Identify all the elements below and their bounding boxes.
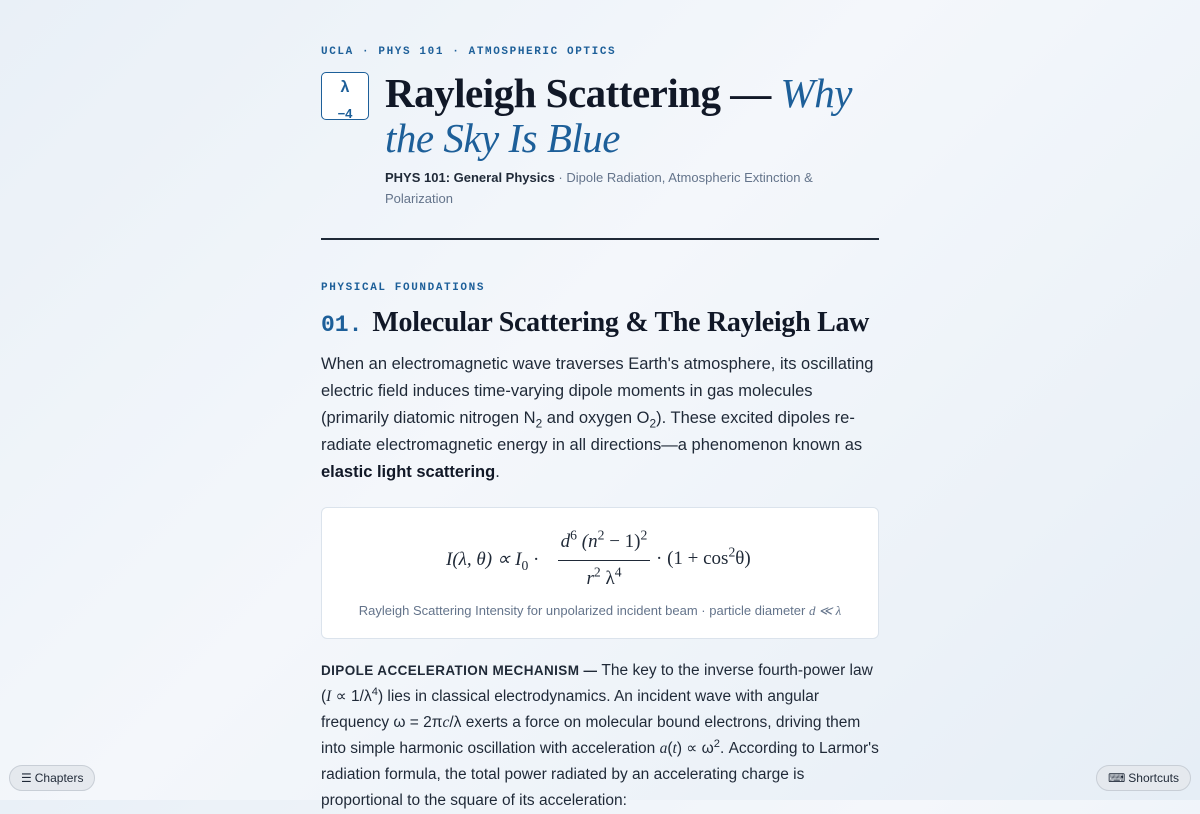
para1-sub-o2: 2 (649, 416, 657, 431)
caption-math: d ≪ λ (808, 603, 842, 618)
para2-text-2: ∝ 1/λ (331, 688, 372, 705)
para2-text-5: ( (667, 740, 673, 757)
para2-text-4: /λ exerts a force on molecular bound electrons, driving them into simple harmonic oscillation with acceleration (321, 714, 861, 757)
formula-card (321, 507, 879, 639)
para2-text-6: ) ∝ ω (676, 740, 714, 757)
para2-text-3: ) lies in classical electrodynamics. An incident wave with angular frequency ω = 2π (321, 688, 820, 731)
para2-text-1: The key to the inverse fourth-power law ( (321, 662, 873, 705)
formula-numerator (558, 526, 650, 558)
section-label: PHYSICAL FOUNDATIONS (321, 282, 486, 294)
lambda-logo-icon (321, 72, 369, 120)
formula-fraction (558, 526, 650, 593)
num-d: d (560, 531, 571, 552)
den-r: r (586, 568, 594, 589)
title-emphasis: Why the Sky Is Blue (385, 70, 852, 161)
rhs-end: θ) (735, 548, 751, 569)
num-d-exp: 6 (570, 527, 578, 543)
logo-exponent: −4 (337, 106, 353, 121)
den-lambda: λ (600, 568, 615, 589)
para2-sup-2: 2 (713, 737, 720, 750)
para2-math-i: I (326, 688, 332, 705)
para1-text-3: ). These excited dipoles re-radiate electromagnetic energy in all directions—a phenomenon known as (321, 409, 863, 454)
section-heading (321, 307, 879, 339)
chapters-button[interactable] (9, 765, 95, 791)
intro-paragraph (321, 351, 879, 486)
formula-lhs-sub: 0 (521, 557, 529, 573)
subtitle-course: PHYS 101: General Physics (385, 170, 555, 185)
formula-denominator (558, 563, 650, 593)
title-main: Rayleigh Scattering — (385, 70, 781, 116)
para2-math-c: c (442, 714, 450, 731)
mechanism-lead: DIPOLE ACCELERATION MECHANISM — (321, 663, 598, 678)
para2-math-a: a (659, 740, 668, 757)
course-eyebrow: UCLA · PHYS 101 · ATMOSPHERIC OPTICS (321, 46, 617, 58)
den-lambda-exp: 4 (614, 564, 622, 580)
rhs-text: · (1 + cos (656, 548, 729, 569)
subtitle-topics: · Dipole Radiation, Atmospheric Extinction & Polarization (385, 170, 813, 206)
mechanism-paragraph (321, 658, 879, 814)
rhs-exp: 2 (728, 544, 736, 560)
page-subtitle (385, 167, 855, 209)
keyboard-icon: ⌨ (1107, 771, 1126, 785)
num-sq: 2 (640, 527, 648, 543)
page-title (385, 71, 855, 161)
formula-lhs-text: I(λ, θ) ∝ I (446, 549, 522, 570)
num-minus: − 1) (604, 531, 641, 552)
formula-lhs-dot: · (528, 549, 540, 570)
para1-bold-term: elastic light scattering (321, 463, 496, 481)
para1-text-4: . (495, 463, 500, 481)
section-number: 01. (321, 312, 363, 338)
formula-rhs (656, 544, 751, 570)
header-divider (321, 238, 879, 240)
section-title: Molecular Scattering & The Rayleigh Law (372, 307, 870, 338)
para1-text-1: When an electromagnetic wave traverses Earth's atmosphere, its oscillating electric field induces time-varying dipole moments in gas molecules (primarily diatomic nitrogen N (321, 355, 874, 427)
caption-text: Rayleigh Scattering Intensity for unpolarized incident beam · particle diameter (358, 603, 809, 618)
num-n-exp: 2 (597, 527, 605, 543)
para2-sup-4: 4 (371, 685, 378, 698)
para1-sub-n2: 2 (535, 416, 543, 431)
num-n: (n (577, 531, 598, 552)
rayleigh-formula (322, 526, 878, 596)
logo-lambda: λ (340, 79, 350, 96)
formula-lhs (446, 548, 539, 571)
formula-fraction-bar (558, 560, 650, 561)
formula-caption (322, 603, 878, 619)
chapters-label: Chapters (34, 771, 84, 785)
den-r-exp: 2 (593, 564, 601, 580)
para1-text-2: and oxygen O (542, 409, 650, 427)
menu-icon: ☰ (21, 771, 32, 785)
para2-text-7: . According to Larmor's radiation formula, the total power radiated by an accelerating charge is proportional to the square of its acceleration: (321, 740, 879, 809)
shortcuts-button[interactable] (1096, 765, 1191, 791)
para2-math-t: t (672, 740, 677, 757)
shortcuts-label: Shortcuts (1128, 771, 1179, 785)
